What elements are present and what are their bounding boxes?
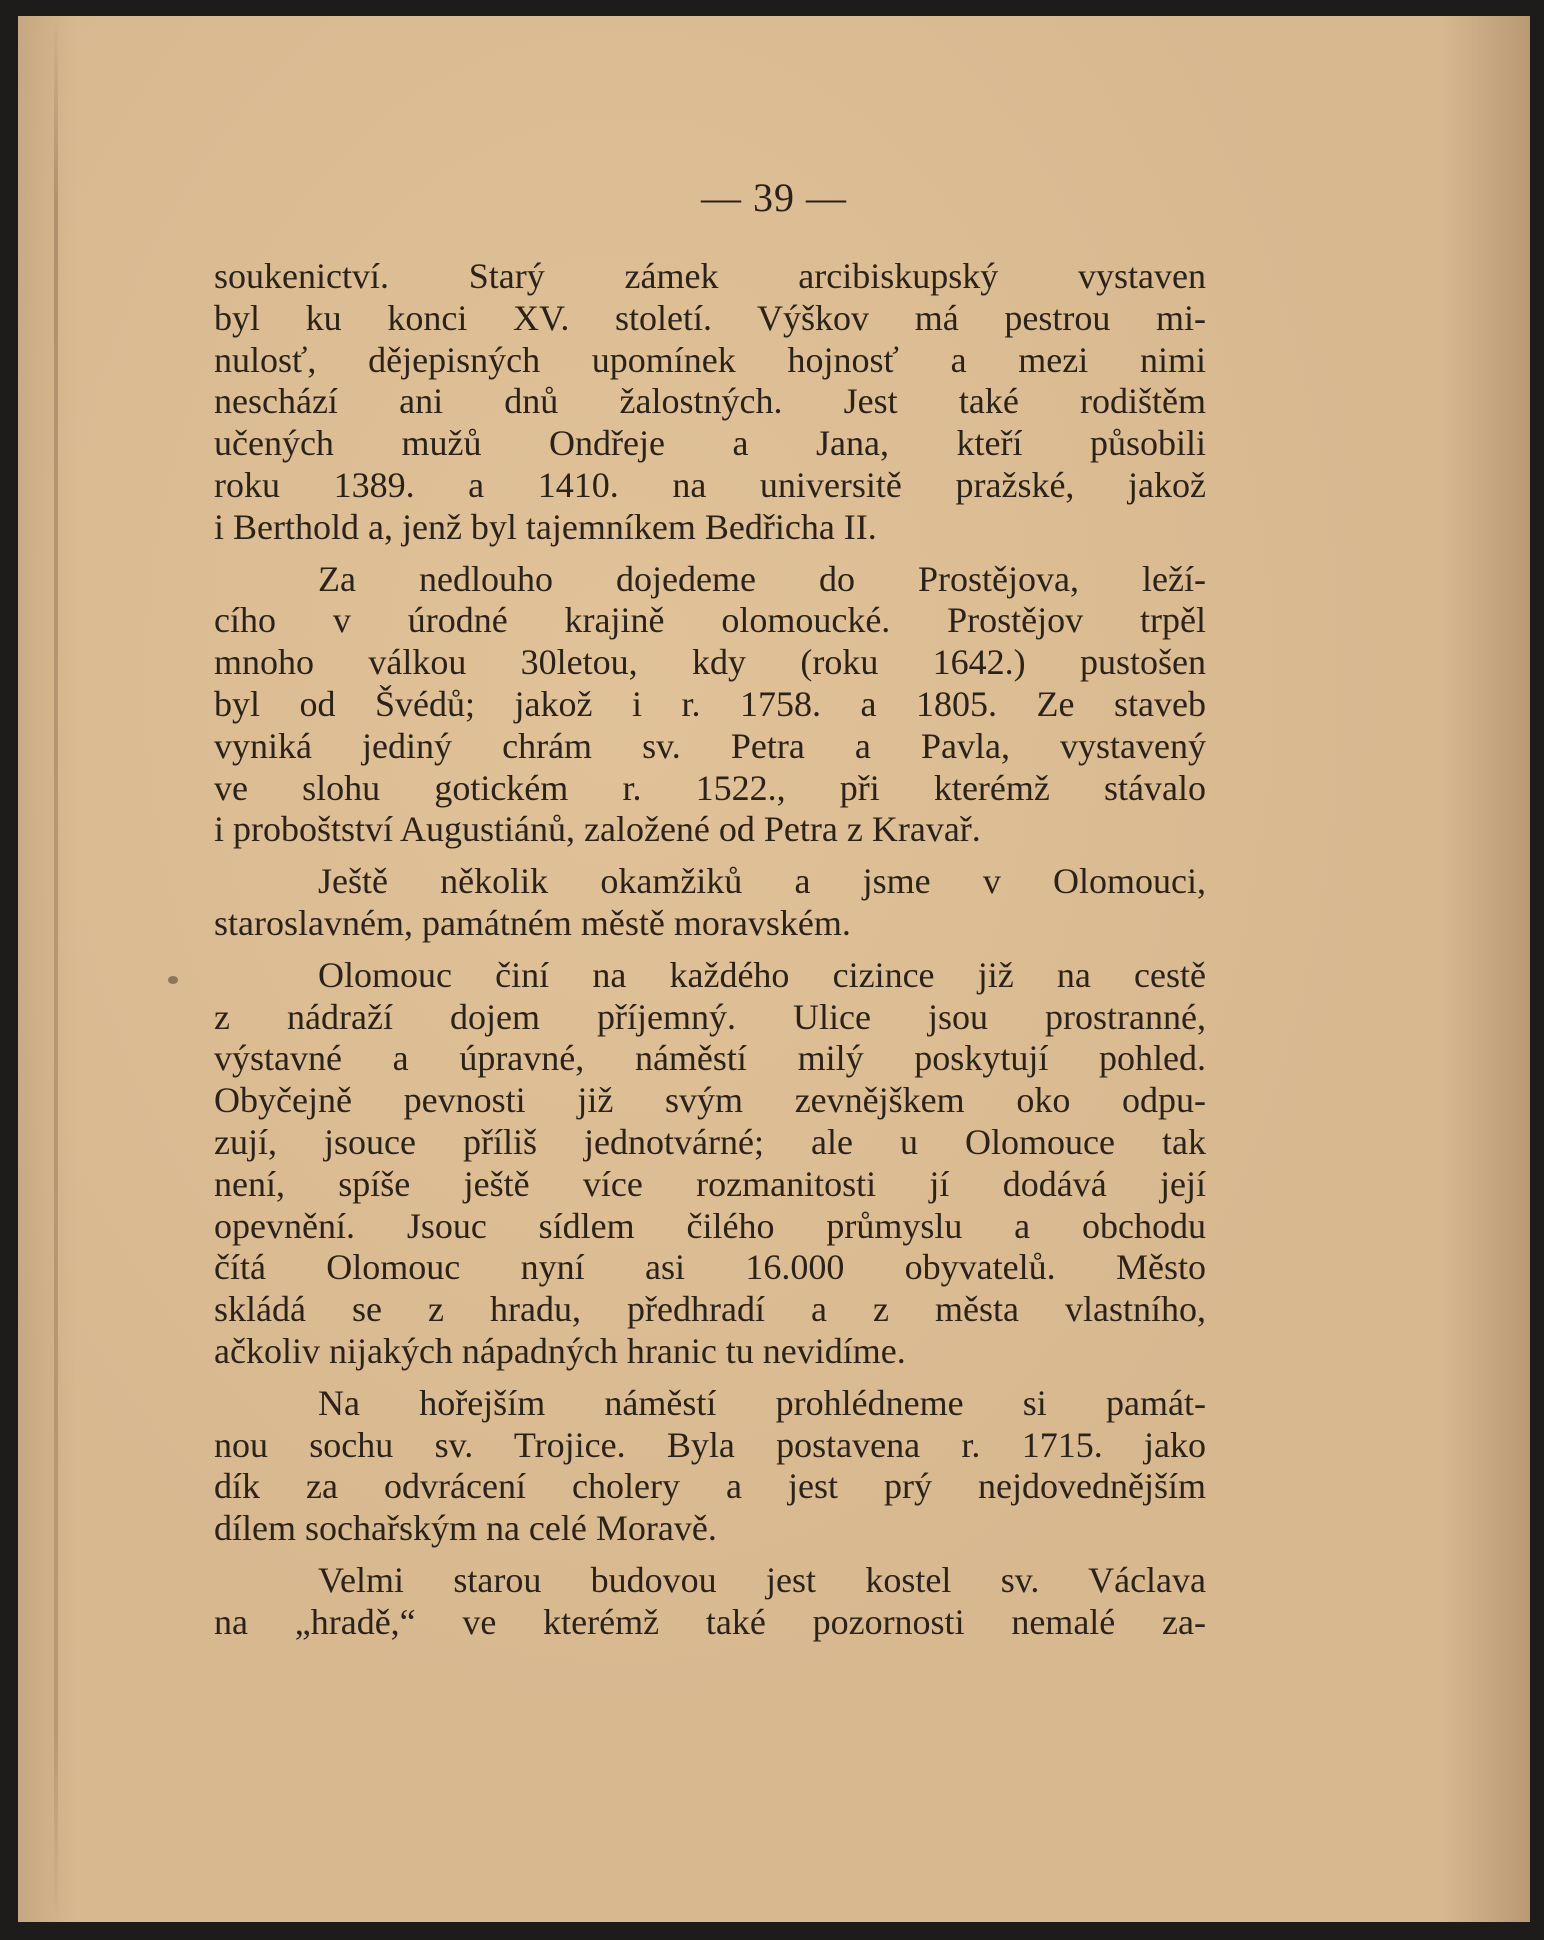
text-line: mnoho válkou 30letou, kdy (roku 1642.) pustošen [214, 642, 1206, 683]
text-line: nulosť, dějepisných upomínek hojnosť a mezi nimi [214, 339, 1206, 380]
text-line: roku 1389. a 1410. na universitě pražské, jakož [214, 464, 1206, 505]
text-line: soukenictví. Starý zámek arcibiskupský vystaven [214, 256, 1206, 296]
text-line: skládá se z hradu, předhradí a z města vlastního, [214, 1289, 1206, 1330]
paragraph-5 [214, 1383, 1206, 1550]
book-page [18, 16, 1530, 1922]
paragraph-6 [214, 1560, 1206, 1644]
text-line: cího v úrodné krajině olomoucké. Prostějov trpěl [214, 600, 1206, 641]
text-line: zují, jsouce příliš jednotvárné; ale u Olomouce tak [214, 1121, 1206, 1162]
text-line: Na hořejším náměstí prohlédneme si památ- [318, 1382, 1206, 1423]
binding-shadow [54, 16, 58, 1922]
text-line: Ještě několik okamžiků a jsme v Olomouci, [318, 861, 1206, 902]
text-line: dík za odvrácení cholery a jest prý nejdovednějším [214, 1466, 1206, 1507]
text-line: z nádraží dojem příjemný. Ulice jsou prostranné, [214, 996, 1206, 1037]
text-line: nou sochu sv. Trojice. Byla postavena r. 1715. jako [214, 1424, 1206, 1465]
body-text [214, 256, 1206, 1644]
text-line: Obyčejně pevnosti již svým zevnějškem oko odpu- [214, 1080, 1206, 1121]
text-line: opevnění. Jsouc sídlem čilého průmyslu a obchodu [214, 1205, 1206, 1246]
page-number: — 39 — [701, 175, 847, 220]
text-line: Olomouc činí na každého cizince již na cestě [318, 954, 1206, 995]
text-line: učených mužů Ondřeje a Jana, kteří působili [214, 423, 1206, 464]
text-line: Velmi starou budovou jest kostel sv. Václava [318, 1559, 1206, 1600]
text-line: byl ku konci XV. století. Výškov má pestrou mi- [214, 297, 1206, 338]
text-line: Za nedlouho dojedeme do Prostějova, leží- [318, 558, 1206, 599]
text-line: čítá Olomouc nyní asi 16.000 obyvatelů. Město [214, 1247, 1206, 1288]
text-line: byl od Švédů; jakož i r. 1758. a 1805. Ze staveb [214, 683, 1206, 724]
paragraph-3 [214, 861, 1206, 945]
text-line: ačkoliv nijakých nápadných hranic tu nevidíme. [214, 1330, 906, 1371]
paragraph-1 [214, 256, 1206, 549]
ink-smudge [168, 976, 178, 984]
text-line: i proboštství Augustiánů, založené od Petra z Kravař. [214, 809, 981, 850]
text-line: na „hradě,“ ve kterémž také pozornosti nemalé za- [214, 1601, 1206, 1642]
text-line: i Berthold a, jenž byl tajemníkem Bedřicha II. [214, 506, 877, 547]
text-line: vyniká jediný chrám sv. Petra a Pavla, vystavený [214, 725, 1206, 766]
text-line: dílem sochařským na celé Moravě. [214, 1508, 717, 1549]
text-line: není, spíše ještě více rozmanitosti jí dodává její [214, 1163, 1206, 1204]
text-line: staroslavném, památném městě moravském. [214, 902, 851, 943]
paragraph-2 [214, 559, 1206, 852]
text-line: ve slohu gotickém r. 1522., při kterémž stávalo [214, 767, 1206, 808]
paragraph-4 [214, 955, 1206, 1373]
text-line: výstavné a úpravné, náměstí milý poskytují pohled. [214, 1038, 1206, 1079]
text-line: neschází ani dnů žalostných. Jest také rodištěm [214, 381, 1206, 422]
